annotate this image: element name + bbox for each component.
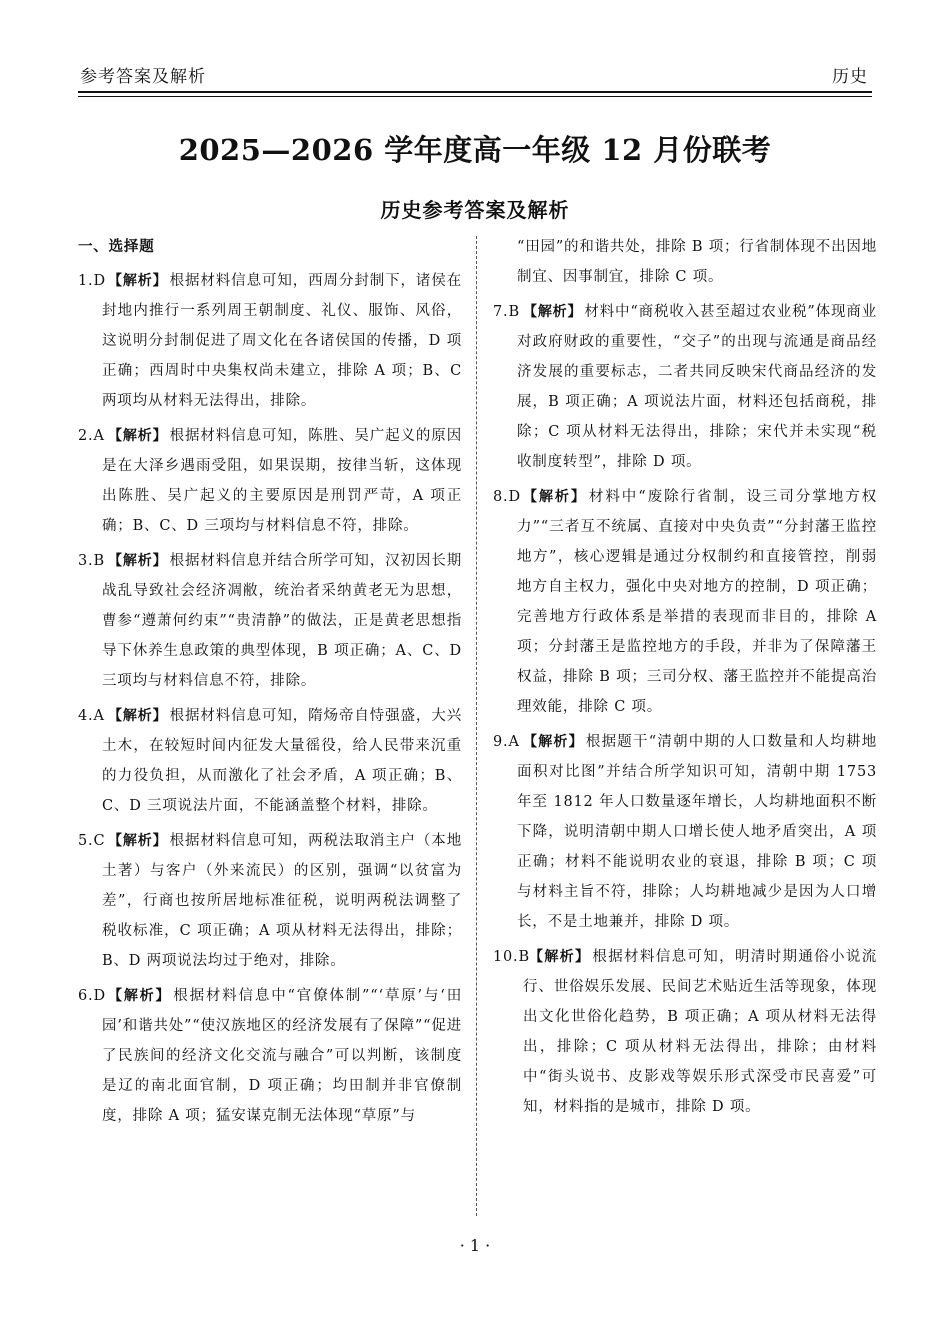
answer-item-7 (493, 297, 877, 477)
item-number: 8.D (493, 489, 521, 505)
item-text: 材料中“商税收入甚至超过农业税”体现商业对政府财政的重要性，“交子”的出现与流通是商品经济发展的重要标志，二者共同反映宋代商品经济的发展，B 项正确；A 项说法片面，材料还包括商税，排除；C 项从材料无法得出，排除；宋代并未实现“税收制度转型”，排除 D 项。 (517, 304, 877, 470)
answer-item-10 (493, 942, 877, 1122)
item-number: 9.A (493, 734, 520, 750)
item-number: 10.B (493, 949, 530, 965)
analysis-tag: 【解析】 (523, 489, 587, 505)
analysis-tag: 【解析】 (108, 553, 168, 569)
item-text: 根据材料信息可知，两税法取消主户（本地土著）与客户（外来流民）的区别，强调“以贫富为差”，行商也按所居地标准征税，说明两税法调整了税收标准，C 项正确；A 项从材料无法得出，排除；B、D 两项说法均过于绝对，排除。 (102, 833, 463, 969)
item-text: 根据材料信息并结合所学可知，汉初因长期战乱导致社会经济凋敝，统治者采纳黄老无为思想，曹参“遵萧何约束”“贵清静”的做法，正是黄老思想指导下休养生息政策的典型体现，B 项正确；A、C、D 三项均与材料信息不符，排除。 (102, 553, 463, 689)
item-number: 4.A (78, 708, 105, 724)
item-text: 材料中“废除行省制，设三司分掌地方权力”“三者互不统属、直接对中央负责”“分封藩王监控地方”，核心逻辑是通过分权制约和直接管控，削弱地方自主权力，强化中央对地方的控制，D 项正确；完善地方行政体系是举措的表现而非目的，排除 A 项；分封藩王是监控地方的手段，并非为了保障藩王权益，排除 B 项；三司分权、藩王监控并不能提高治理效能，排除 C 项。 (517, 489, 878, 715)
item-number: 6.D (78, 988, 106, 1004)
item-text: 根据材料信息可知，西周分封制下，诸侯在封地内推行一系列周王朝制度、礼仪、服饰、风俗，这说明分封制促进了周文化在各诸侯国的传播，D 项正确；西周时中央集权尚未建立，排除 A 项；B、C 两项均从材料无法得出，排除。 (102, 273, 463, 409)
answer-item-2 (78, 421, 462, 541)
answer-item-1 (78, 266, 462, 416)
item-text: 根据材料信息可知，明清时期通俗小说流行、世俗娱乐发展、民间艺术贴近生活等现象，体现出文化世俗化趋势，B 项正确；A 项从材料无法得出，排除；C 项从材料无法得出，排除；由材料中“街头说书、皮影戏等娱乐形式深受市民喜爱”可知，材料指的是城市，排除 D 项。 (523, 949, 877, 1115)
analysis-tag: 【解析】 (108, 833, 168, 849)
item-number: 3.B (78, 553, 105, 569)
page-title: 2025—2026 学年度高一年级 12 月份联考 (178, 133, 772, 167)
item-text: 根据材料信息中“官僚体制”“‘草原’与‘田园’和谐共处”“使汉族地区的经济发展有了保障”“促进了民族间的经济文化交流与融合”可以判断，该制度是辽的南北面官制，D 项正确；均田制并非官僚制度，排除 A 项；猛安谋克制无法体现“草原”与 (102, 988, 462, 1124)
left-column (78, 232, 462, 1136)
item-text: 根据材料信息可知，陈胜、吴广起义的原因是在大泽乡遇雨受阻，如果误期，按律当斩，这体现出陈胜、吴广起义的主要原因是刑罚严苛，A 项正确；B、C、D 三项均与材料信息不符，排除。 (102, 428, 463, 534)
page-subtitle: 历史参考答案及解析 (380, 198, 570, 222)
header-subject: 历史 (832, 67, 868, 87)
answer-item-4 (78, 701, 462, 821)
right-column (493, 232, 877, 1127)
page-number: · 1 · (459, 1236, 491, 1255)
item-text: 根据材料信息可知，隋炀帝自恃强盛，大兴土木，在较短时间内征发大量徭役，给人民带来沉重的力役负担，从而激化了社会矛盾，A 项正确；B、C、D 三项说法片面，不能涵盖整个材料，排除。 (102, 708, 463, 814)
header-rule-thick (78, 91, 872, 93)
item-text: 根据题干“清朝中期的人口数量和人均耕地面积对比图”并结合所学知识可知，清朝中期 1753 年至 1812 年人口数量逐年增长，人均耕地面积不断下降，说明清朝中期人口增长使人地矛盾突出，A 项正确；材料不能说明农业的衰退，排除 B 项；C 项与材料主旨不符，排除；人均耕地减少是因为人口增长，不是土地兼并，排除 D 项。 (517, 734, 877, 930)
analysis-tag: 【解析】 (529, 949, 591, 965)
answer-item-5 (78, 826, 462, 976)
item-number: 2.A (78, 428, 105, 444)
answer-item-6-continued: “田园”的和谐共处，排除 B 项；行省制体现不出因地制宜、因事制宜，排除 C 项。 (517, 239, 877, 285)
answer-item-3 (78, 546, 462, 696)
analysis-tag: 【解析】 (523, 734, 584, 750)
answer-item-8 (493, 482, 877, 722)
analysis-tag: 【解析】 (108, 428, 168, 444)
header-left: 参考答案及解析 (80, 67, 206, 87)
column-divider (476, 236, 477, 1216)
analysis-tag: 【解析】 (108, 708, 168, 724)
item-number: 1.D (78, 273, 106, 289)
analysis-tag: 【解析】 (523, 304, 583, 320)
answer-item-6 (78, 981, 462, 1131)
analysis-tag: 【解析】 (108, 273, 168, 289)
item-number: 7.B (493, 304, 520, 320)
section-heading: 一、选择题 (78, 238, 155, 255)
analysis-tag: 【解析】 (108, 988, 172, 1004)
answer-item-9 (493, 727, 877, 937)
header-rule-thin (78, 96, 872, 97)
item-number: 5.C (78, 833, 106, 849)
